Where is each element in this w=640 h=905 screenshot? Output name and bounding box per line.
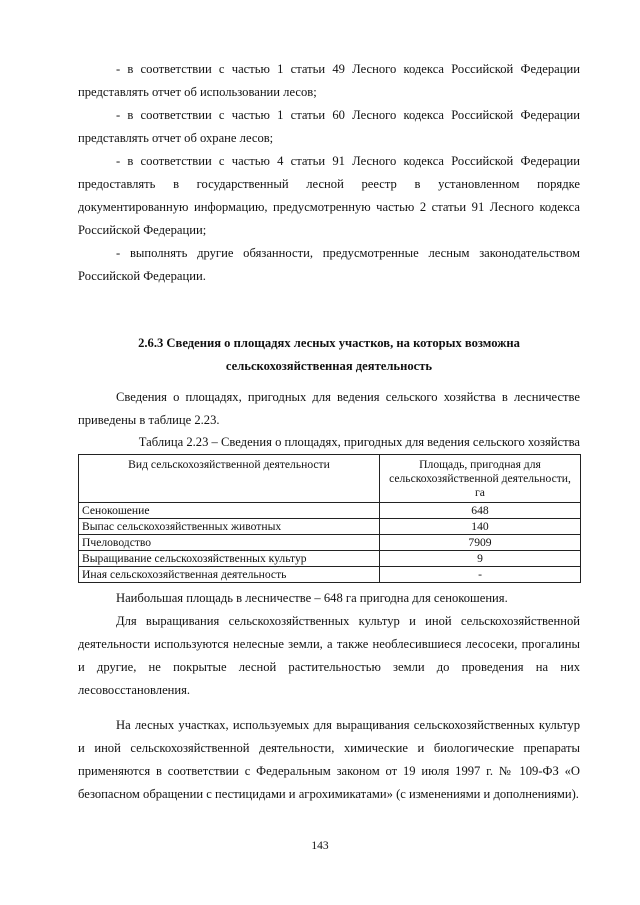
area-cell: 7909: [380, 535, 581, 551]
body-paragraph: На лесных участках, используемых для выращивания сельскохозяйственных культур и иной сельскохозяйственной деятельности, химические и биологические препараты применяются в соответствии с Федеральным законом от 19 июля 1997 г. № 109-ФЗ «О безопасном обращении с пестицидами и агрохимикатами» (с изменениями и дополнениями).: [78, 718, 580, 801]
body-paragraph: Наибольшая площадь в лесничестве – 648 га пригодна для сенокошения.: [116, 591, 508, 605]
intro-paragraph: Сведения о площадях, пригодных для ведения сельского хозяйства в лесничестве приведены в таблице 2.23.: [78, 390, 580, 427]
table-caption: Таблица 2.23 – Сведения о площадях, пригодных для ведения сельского хозяйства: [138, 435, 580, 449]
column-header-activity: Вид сельскохозяйственной деятельности: [79, 455, 380, 503]
area-cell: -: [380, 567, 581, 583]
activity-cell: Выращивание сельскохозяйственных культур: [79, 551, 380, 567]
list-item: - в соответствии с частью 4 статьи 91 Лесного кодекса Российской Федерации предоставлять в государственный лесной реестр в установленном порядке документированную информацию, предусмотренную частью 2 статьи 91 Лесного кодекса Российской Федерации;: [78, 154, 580, 237]
list-item: - в соответствии с частью 1 статьи 60 Лесного кодекса Российской Федерации представлять отчет об охране лесов;: [78, 108, 580, 145]
document-page: [78, 58, 580, 806]
section-heading: 2.6.3 Сведения о площадях лесных участков, на которых возможна сельскохозяйственная деятельность: [138, 336, 520, 373]
area-cell: 648: [380, 503, 581, 519]
activity-cell: Пчеловодство: [79, 535, 380, 551]
area-cell: 9: [380, 551, 581, 567]
column-header-area: Площадь, пригодная для сельскохозяйственной деятельности, га: [380, 455, 581, 503]
list-item: - выполнять другие обязанности, предусмотренные лесным законодательством Российской Федерации.: [78, 246, 580, 283]
page-number: 143: [311, 840, 329, 852]
body-paragraph: Для выращивания сельскохозяйственных культур и иной сельскохозяйственной деятельности используются нелесные земли, а также необлесившиеся лесосеки, прогалины и другие, не покрытые лесной растительностью земли до проведения на них лесовосстановления.: [78, 614, 580, 697]
list-item: - в соответствии с частью 1 статьи 49 Лесного кодекса Российской Федерации представлять отчет об использовании лесов;: [78, 62, 580, 99]
table-row: [79, 519, 581, 535]
activity-cell: Выпас сельскохозяйственных животных: [79, 519, 380, 535]
table-row: [79, 567, 581, 583]
activity-cell: Иная сельскохозяйственная деятельность: [79, 567, 380, 583]
agriculture-area-table: [78, 454, 581, 583]
table-header-row: [79, 455, 581, 503]
table-row: [79, 503, 581, 519]
area-cell: 140: [380, 519, 581, 535]
table-row: [79, 551, 581, 567]
activity-cell: Сенокошение: [79, 503, 380, 519]
table-row: [79, 535, 581, 551]
